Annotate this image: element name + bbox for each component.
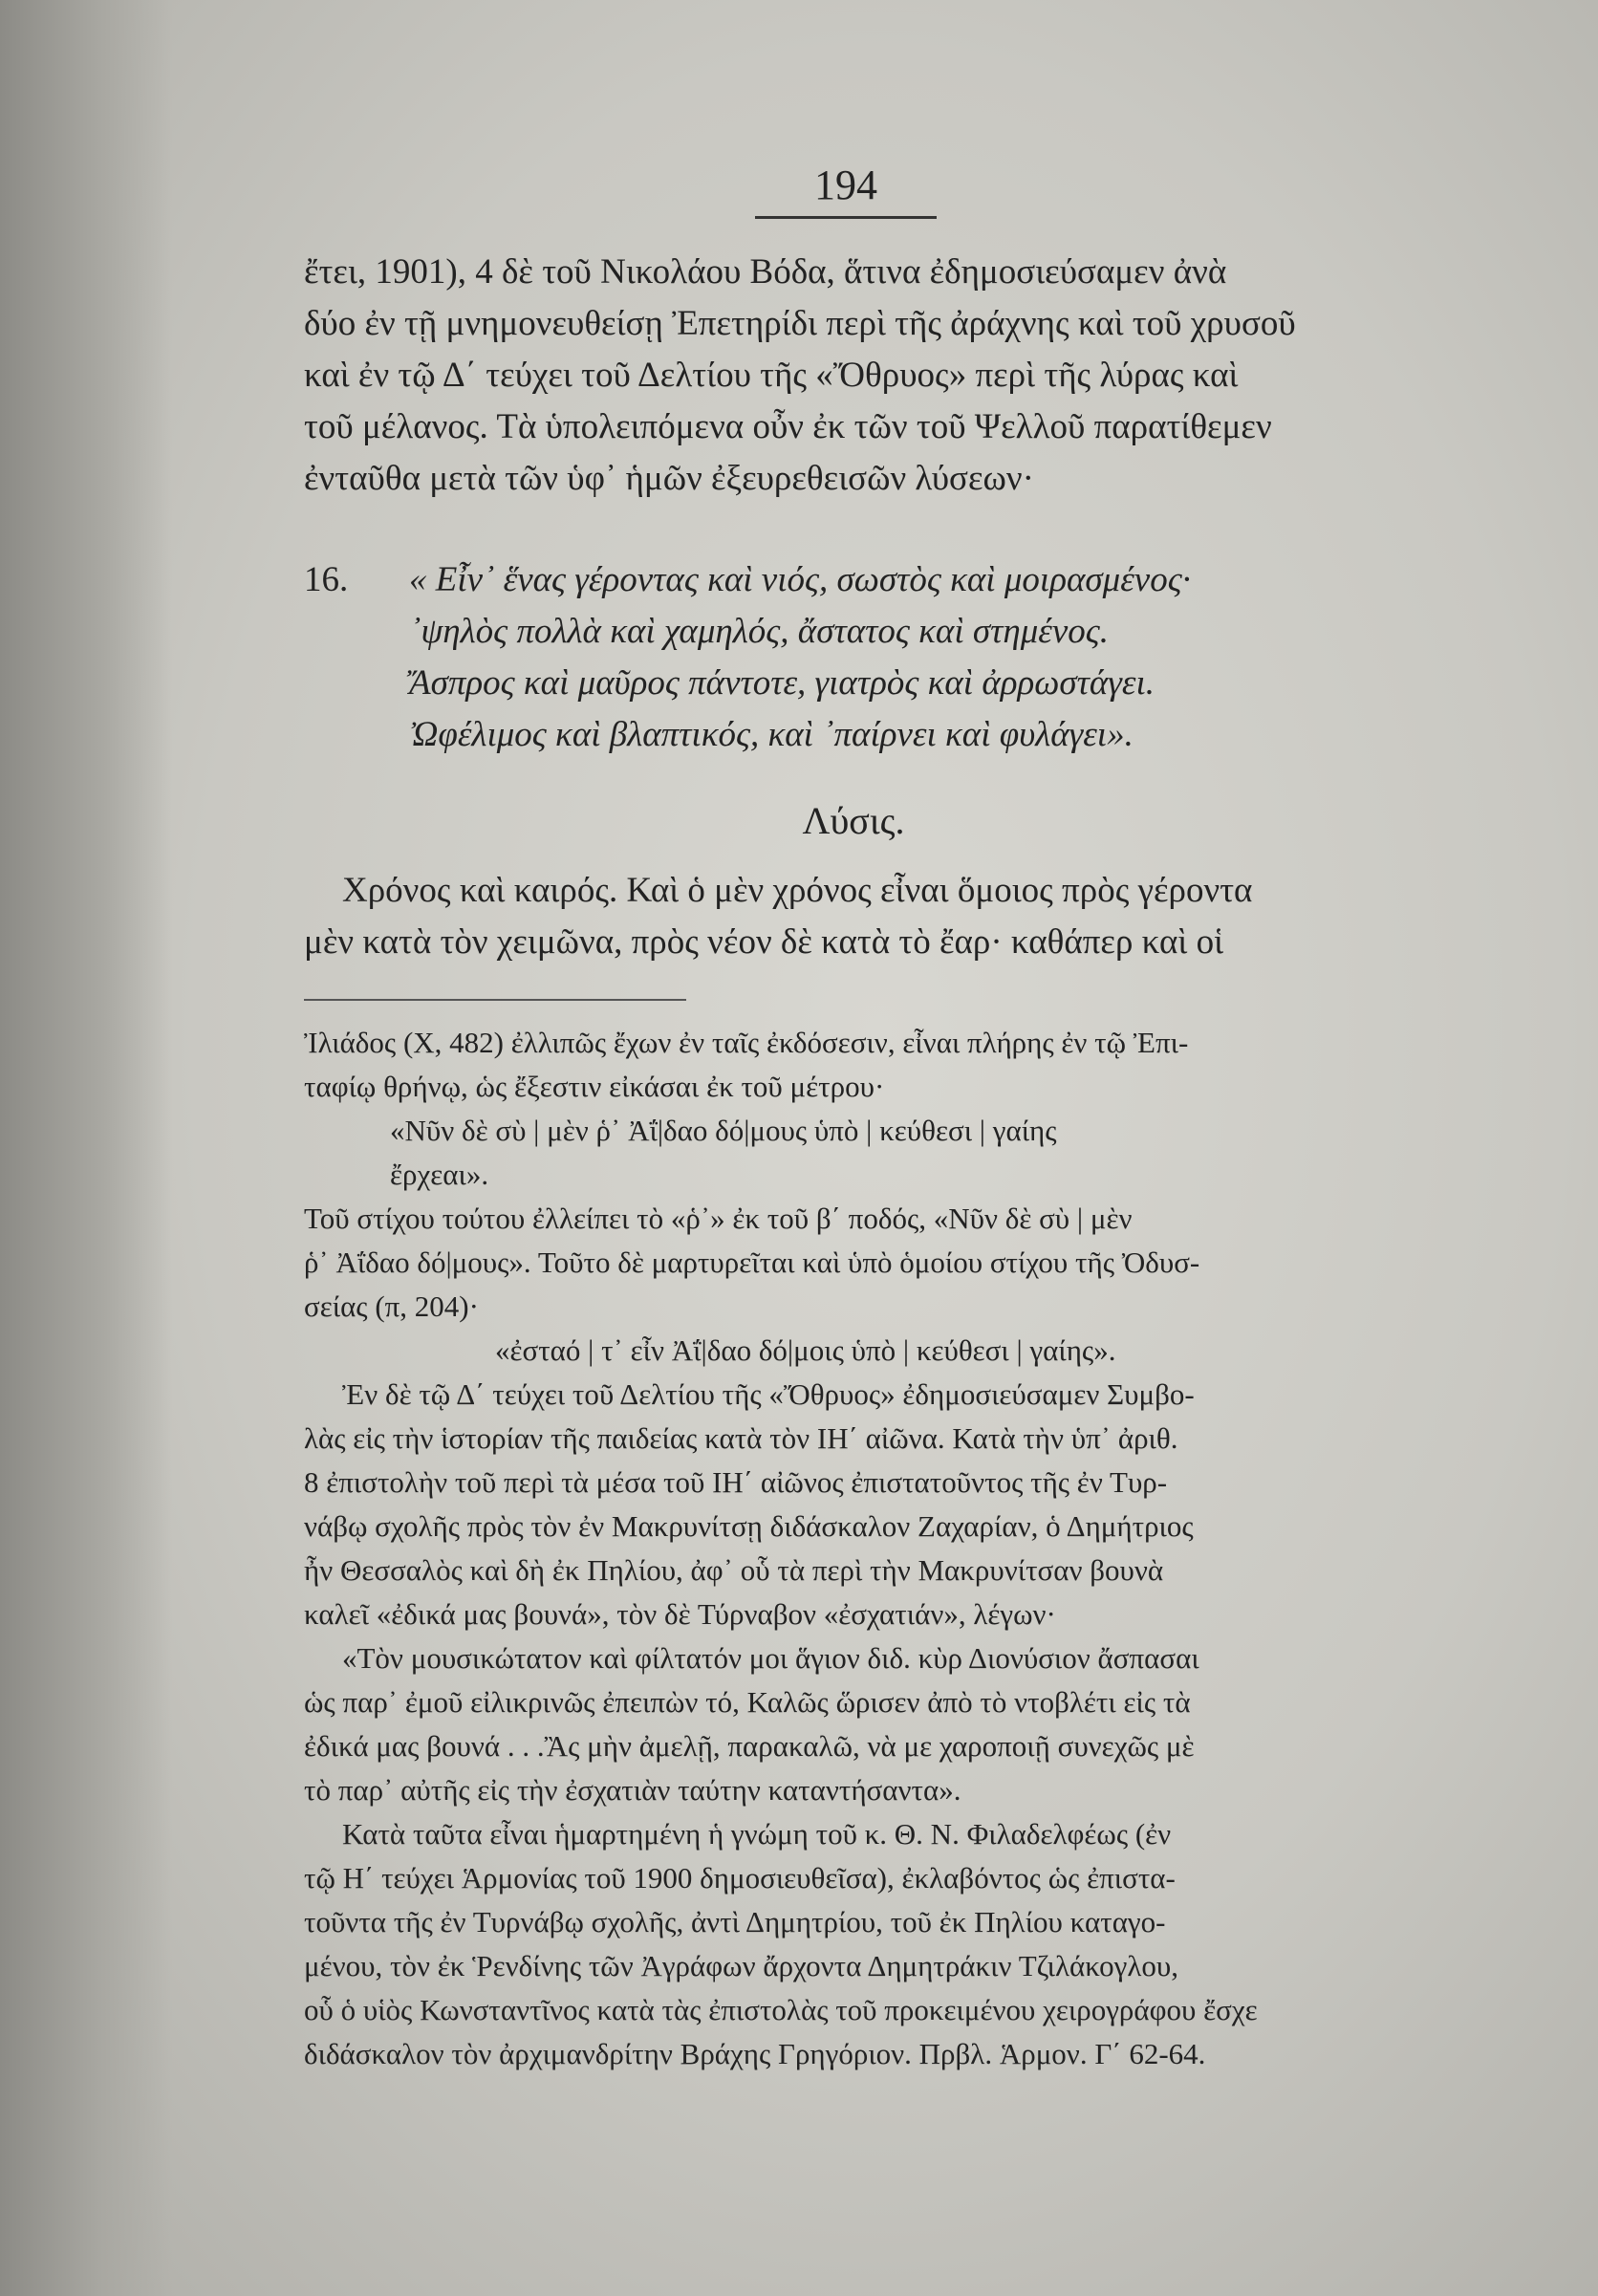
verse-line: Ὠφέλιμος καὶ βλαπτικός, καὶ ᾽παίρνει καὶ φυλάγει».	[409, 715, 1134, 754]
text-line: δύο ἐν τῇ μνημονευθείσῃ Ἐπετηρίδι περὶ τῆς ἀράχνης καὶ τοῦ χρυσοῦ	[304, 304, 1296, 343]
footnote-line: Κατὰ ταῦτα εἶναι ἡμαρτημένη ἡ γνώμη τοῦ κ. Θ. Ν. Φιλαδελφέως (ἐν	[342, 1817, 1172, 1851]
page-number-rule	[755, 216, 937, 219]
riddle-verse	[409, 554, 1191, 761]
page-edge-shadow	[0, 0, 172, 2296]
text-line: Χρόνος καὶ καιρός. Καὶ ὁ μὲν χρόνος εἶναι ὅμοιος πρὸς γέροντα	[342, 871, 1253, 910]
footnote-line: Ἐν δὲ τῷ Δ΄ τεύχει τοῦ Δελτίου τῆς «Ὄθρυος» ἐδημοσιεύσαμεν Συμβο-	[342, 1377, 1195, 1411]
text-line: καὶ ἐν τῷ Δ΄ τεύχει τοῦ Δελτίου τῆς «Ὄθρυος» περὶ τῆς λύρας καὶ	[304, 356, 1239, 395]
footnote-line: μένου, τὸν ἐκ Ῥενδίνης τῶν Ἀγράφων ἄρχοντα Δημητράκιν Τζιλάκογλου,	[304, 1949, 1179, 1982]
footnote-line: νάβῳ σχολῆς πρὸς τὸν ἐν Μακρυνίτσῃ διδάσκαλον Ζαχαρίαν, ὁ Δημήτριος	[304, 1509, 1194, 1543]
footnote-rule	[304, 999, 686, 1001]
footnote-line: Τοῦ στίχου τούτου ἐλλείπει τὸ «ῥ᾽» ἐκ τοῦ β΄ ποδός, «Νῦν δὲ σὺ | μὲν	[304, 1202, 1133, 1235]
text-line: τοῦ μέλανος. Τὰ ὑπολειπόμενα οὖν ἐκ τῶν τοῦ Ψελλοῦ παρατίθεμεν	[304, 407, 1272, 446]
footnote-line: «ἐσταό | τ᾽ εἶν Ἀΐ|δαο δό|μοις ὑπὸ | κεύθεσι | γαίης».	[495, 1333, 1116, 1367]
text-line: ἔτει, 1901), 4 δὲ τοῦ Νικολάου Βόδα, ἅτινα ἐδημοσιεύσαμεν ἀνὰ	[304, 252, 1227, 292]
intro-paragraph	[304, 247, 1403, 505]
text-line: ἐνταῦθα μετὰ τῶν ὑφ᾽ ἡμῶν ἐξευρεθεισῶν λύσεων·	[304, 459, 1034, 498]
footnotes	[304, 1021, 1403, 2076]
footnote-line: διδάσκαλον τὸν ἀρχιμανδρίτην Βράχης Γρηγόριον. Πρβλ. Ἁρμον. Γ΄ 62-64.	[304, 2037, 1206, 2070]
footnote-line: ὡς παρ᾽ ἐμοῦ εἰλικρινῶς ἐπειπὼν τό, Καλῶς ὥρισεν ἀπὸ τὸ ντοβλέτι εἰς τὰ	[304, 1685, 1191, 1719]
footnote-line: ἔρχεαι».	[390, 1158, 489, 1191]
footnote-line: «Νῦν δὲ σὺ | μὲν ῥ᾽ Ἀΐ|δαο δό|μους ὑπὸ | κεύθεσι | γαίης	[390, 1114, 1057, 1147]
footnote-line: ἦν Θεσσαλὸς καὶ δὴ ἐκ Πηλίου, ἀφ᾽ οὗ τὰ περὶ τὴν Μακρυνίτσαν βουνὰ	[304, 1553, 1164, 1587]
verse-line: ᾽ψηλὸς πολλὰ καὶ χαμηλός, ἄστατος καὶ στημένος.	[409, 612, 1110, 651]
footnote-line: «Τὸν μουσικώτατον καὶ φίλτατόν μοι ἅγιον διδ. κὺρ Διονύσιον ἄσπασαι	[342, 1641, 1199, 1675]
verse-line: Ἄσπρος καὶ μαῦρος πάντοτε, γιατρὸς καὶ ἀρρωστάγει.	[409, 663, 1155, 703]
footnote-line: τοῦντα τῆς ἐν Τυρνάβῳ σχολῆς, ἀντὶ Δημητρίου, τοῦ ἐκ Πηλίου καταγο-	[304, 1905, 1166, 1939]
footnote-line: ταφίῳ θρήνῳ, ὡς ἔξεστιν εἰκάσαι ἐκ τοῦ μέτρου·	[304, 1070, 885, 1103]
footnote-line: ῥ᾽ Ἀΐδαο δό|μους». Τοῦτο δὲ μαρτυρεῖται καὶ ὑπὸ ὁμοίου στίχου τῆς Ὀδυσ-	[304, 1245, 1200, 1279]
page-number: 194	[814, 162, 877, 208]
footnote-line: ἐδικά μας βουνά . . .Ἂς μὴν ἀμελῇ, παρακαλῶ, νὰ με χαροποιῇ συνεχῶς μὲ	[304, 1729, 1195, 1763]
footnote-line: τῷ Η΄ τεύχει Ἁρμονίας τοῦ 1900 δημοσιευθεῖσα), ἐκλαβόντος ὡς ἐπιστα-	[304, 1861, 1176, 1895]
riddle-number: 16.	[304, 560, 349, 599]
footnote-line: 8 ἐπιστολὴν τοῦ περὶ τὰ μέσα τοῦ ΙΗ΄ αἰῶνος ἐπιστατοῦντος τῆς ἐν Τυρ-	[304, 1465, 1168, 1499]
solution-heading: Λύσις.	[802, 799, 905, 842]
footnote-line: τὸ παρ᾽ αὐτῆς εἰς τὴν ἐσχατιὰν ταύτην καταντήσαντα».	[304, 1773, 961, 1807]
footnote-line: καλεῖ «ἐδικά μας βουνά», τὸν δὲ Τύρναβον «ἐσχατιάν», λέγων·	[304, 1597, 1056, 1631]
verse-line: « Εἶν᾽ ἕνας γέροντας καὶ νιός, σωστὸς καὶ μοιρασμένος·	[409, 560, 1191, 599]
text-line: μὲν κατὰ τὸν χειμῶνα, πρὸς νέον δὲ κατὰ τὸ ἔαρ· καθάπερ καὶ οἱ	[304, 922, 1224, 962]
footnote-line: λὰς εἰς τὴν ἱστορίαν τῆς παιδείας κατὰ τὸν ΙΗ΄ αἰῶνα. Κατὰ τὴν ὑπ᾽ ἀριθ.	[304, 1421, 1178, 1455]
footnote-line: σείας (π, 204)·	[304, 1289, 479, 1323]
footnote-line: Ἰλιάδος (Χ, 482) ἐλλιπῶς ἔχων ἐν ταῖς ἐκδόσεσιν, εἶναι πλήρης ἐν τῷ Ἐπι-	[304, 1026, 1189, 1059]
footnote-line: οὗ ὁ υἱὸς Κωνσταντῖνος κατὰ τὰς ἐπιστολὰς τοῦ προκειμένου χειρογράφου ἔσχε	[304, 1993, 1258, 2026]
solution-paragraph	[304, 865, 1403, 968]
